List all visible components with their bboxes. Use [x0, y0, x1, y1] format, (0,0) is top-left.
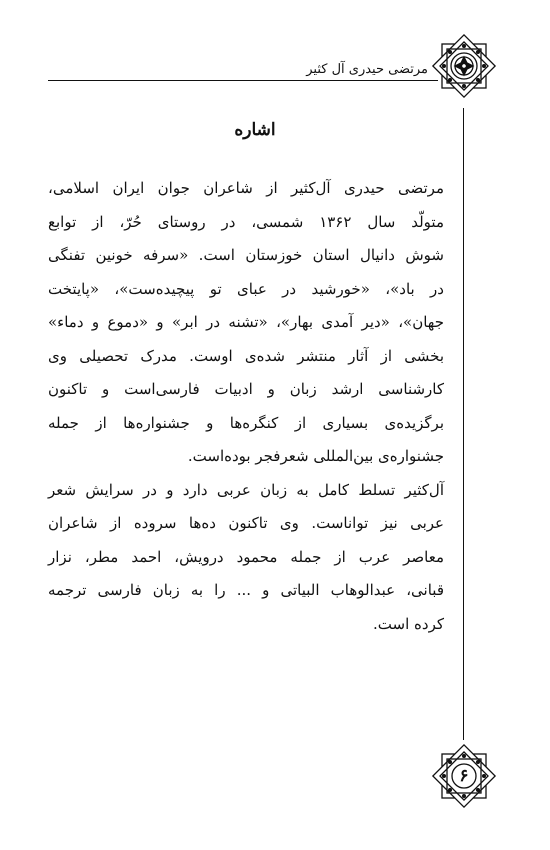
- page-number: ۶: [459, 766, 469, 786]
- body-line: شوش دانیال استان خوزستان است. «سرفه خونین تفنگی: [48, 246, 444, 264]
- body-line: بخشی از آثار منتشر شده‌ی اوست. مدرک تحصیلی وی: [48, 346, 444, 365]
- body-line: کارشناسی ارشد زبان و ادبیات فارسی‌است و تاکنون: [48, 380, 444, 398]
- body-line: عربی نیز تواناست. وی تاکنون ده‌ها سروده از شاعران: [48, 514, 444, 532]
- body-line: جهان»، «دیر آمدی بهار»، «تشنه در ابر» و «دموع و دماء»: [48, 313, 444, 331]
- body-line: در باد»، «خورشید در عبای تو پیچیده‌ست»، «پایتخت: [48, 279, 444, 298]
- body-line: مرتضی حیدری آل‌کثیر از شاعران جوان ایران اسلامی،: [48, 179, 444, 197]
- body-line: کرده است.: [373, 614, 444, 633]
- top-corner-ornament-icon: [430, 32, 498, 100]
- margin-vertical-rule: [463, 108, 464, 740]
- body-line: برگزیده‌ی بسیاری از کنگره‌ها و جشنواره‌ها از جمله: [48, 413, 444, 432]
- body-text: [48, 172, 444, 641]
- body-line: جشنواره‌ی بین‌المللی شعرفجر بوده‌است.: [187, 447, 444, 465]
- header-rule: [48, 80, 438, 81]
- body-line: قبانی، عبدالوهاب البیاتی و ... را به زبان فارسی ترجمه: [48, 581, 444, 599]
- section-title: اشاره: [234, 120, 276, 140]
- body-line: آل‌کثیر تسلط کامل به زبان عربی دارد و در سرایش شعر: [48, 480, 444, 499]
- body-line: متولّد سال ۱۳۶۲ شمسی، در روستای حُرّ، از توابع: [48, 212, 444, 231]
- running-header: مرتضی حیدری آل کثیر: [306, 62, 428, 77]
- body-line: معاصر عرب از جمله محمود درویش، احمد مطر، نزار: [48, 547, 444, 566]
